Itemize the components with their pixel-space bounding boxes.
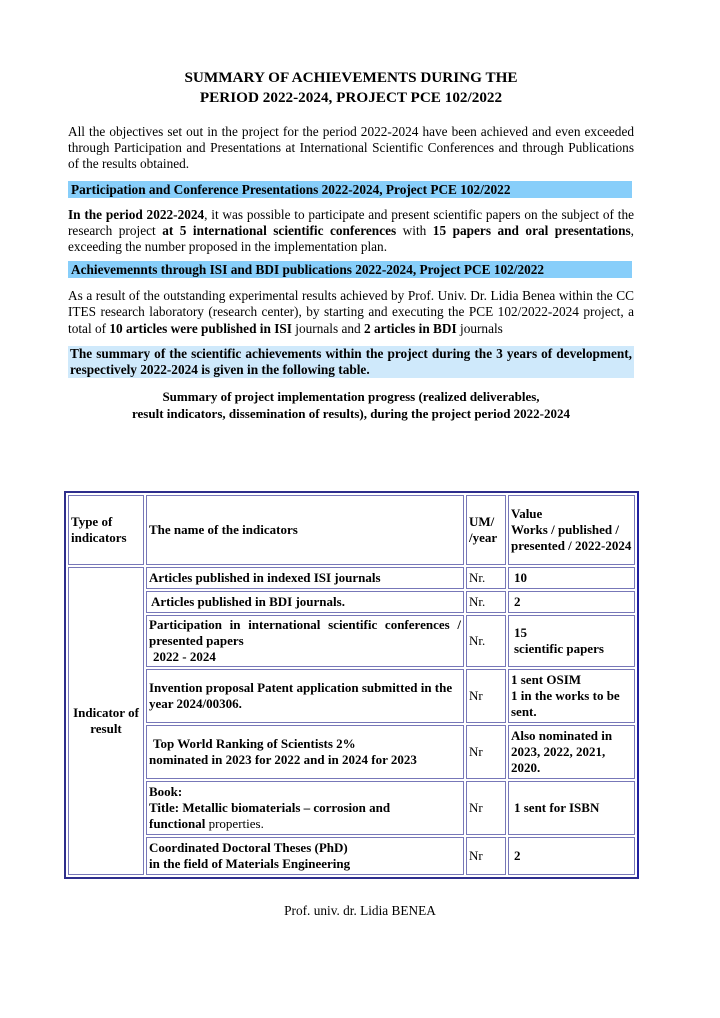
indicator-name-line1: Participation in international scientific conferences / presented papers — [149, 617, 461, 648]
indicator-name — [146, 781, 464, 835]
indicator-name-line1: Book: — [149, 784, 183, 799]
indicator-value-line2: scientific papers — [514, 641, 604, 656]
title-line-1: SUMMARY OF ACHIEVEMENTS DURING THE — [184, 69, 518, 86]
indicator-name — [146, 725, 464, 779]
indicator-value — [508, 615, 635, 667]
indicator-name-line3 — [149, 816, 461, 832]
indicator-name — [146, 837, 464, 875]
bold-conferences: at 5 international scientific conferences — [162, 222, 397, 238]
header-value — [508, 495, 635, 565]
indicator-value: Also nominated in 2023, 2022, 2021, 2020. — [508, 725, 635, 779]
bold-papers: 15 papers and oral presentations — [432, 222, 631, 238]
bold-isi: 10 articles were published in ISI — [109, 320, 292, 336]
text-span: properties. — [205, 816, 264, 831]
bold-bdi: 2 articles in BDI — [363, 320, 457, 336]
indicator-value-line1: 15 — [514, 625, 527, 640]
intro-paragraph: All the objectives set out in the project for the period 2022-2024 have been achieved and even exceeded through Participation and Presentations at International Scientific Conferences and through Publications of the results obtained. — [68, 124, 634, 172]
text-span: As a result of the outstanding experimental results achieved by Prof. Univ. Dr. Lidia Benea within the CC ITES research laboratory (research center), by starting and executing the PCE 102/2022-2024 project, a total of — [68, 288, 634, 336]
text-span: , it was possible to participate and present scientific papers on the subject of the research project — [68, 206, 634, 238]
document-title — [68, 68, 634, 108]
table-row — [68, 615, 635, 667]
header-value-line1: Value — [511, 506, 543, 521]
indicator-um: Nr — [466, 781, 506, 835]
table-row — [68, 837, 635, 875]
table-header-row — [68, 495, 635, 565]
indicator-name-line2: nominated in 2023 for 2022 and in 2024 for 2023 — [149, 752, 417, 767]
table-row — [68, 591, 635, 613]
header-type: Type of indicators — [68, 495, 144, 565]
conferences-paragraph — [68, 207, 634, 256]
table-caption — [68, 388, 634, 422]
indicator-um: Nr. — [466, 567, 506, 589]
title-line-2: PERIOD 2022-2024, PROJECT PCE 102/2022 — [199, 89, 503, 106]
header-um: UM/ /year — [466, 495, 506, 565]
table-row — [68, 567, 635, 589]
indicator-value: 2 — [508, 591, 635, 613]
publications-paragraph — [68, 288, 634, 337]
indicator-name: Articles published in indexed ISI journals — [146, 567, 464, 589]
table-row — [68, 725, 635, 779]
document-page — [68, 68, 634, 422]
text-span: journals and — [291, 320, 364, 336]
indicator-name-line2: 2022 - 2024 — [153, 649, 216, 664]
indicator-name-line1: Top World Ranking of Scientists 2% — [153, 736, 356, 751]
indicator-name — [146, 615, 464, 667]
indicator-value: 10 — [508, 567, 635, 589]
indicator-value-line1: 1 sent OSIM — [511, 672, 582, 687]
indicator-name: Invention proposal Patent application submitted in the year 2024/00306. — [146, 669, 464, 723]
indicator-um: Nr — [466, 669, 506, 723]
indicator-value: 1 sent for ISBN — [508, 781, 635, 835]
indicator-name-line2: Title: Metallic biomaterials – corrosion and — [149, 800, 391, 815]
text-span: with — [396, 222, 433, 238]
indicator-um: Nr. — [466, 615, 506, 667]
caption-line-2: result indicators, dissemination of results), during the project period 2022-2024 — [131, 405, 571, 421]
header-name: The name of the indicators — [146, 495, 464, 565]
section-heading-conferences: Participation and Conference Presentations 2022-2024, Project PCE 102/2022 — [68, 181, 632, 198]
indicator-um: Nr. — [466, 591, 506, 613]
table-row — [68, 781, 635, 835]
row-group-label: Indicator of result — [68, 567, 144, 875]
text-span: functional — [149, 816, 206, 831]
signature: Prof. univ. dr. Lidia BENEA — [284, 903, 436, 918]
section-heading-publications: Achievemennts through ISI and BDI publications 2022-2024, Project PCE 102/2022 — [68, 261, 632, 278]
text-span: journals — [456, 320, 503, 336]
table-row — [68, 669, 635, 723]
indicator-name-line1: Coordinated Doctoral Theses (PhD) — [149, 840, 348, 855]
indicator-name-line2: in the field of Materials Engineering — [149, 856, 351, 871]
indicator-name: Articles published in BDI journals. — [146, 591, 464, 613]
indicators-table — [64, 491, 639, 879]
bold-period: In the period 2022-2024 — [68, 206, 205, 222]
indicator-value-line2: 1 in the works to be sent. — [511, 688, 620, 719]
indicator-um: Nr — [466, 837, 506, 875]
indicator-value — [508, 669, 635, 723]
caption-line-1: Summary of project implementation progress (realized deliverables, — [162, 388, 540, 404]
summary-callout: The summary of the scientific achievements within the project during the 3 years of development, respectively 2022-2024 is given in the following table. — [70, 345, 632, 377]
header-value-line2: Works / published / presented / 2022-2024 — [511, 522, 632, 553]
text-span: , exceeding the number proposed in the implementation plan. — [68, 222, 634, 255]
indicator-value: 2 — [508, 837, 635, 875]
indicator-um: Nr — [466, 725, 506, 779]
